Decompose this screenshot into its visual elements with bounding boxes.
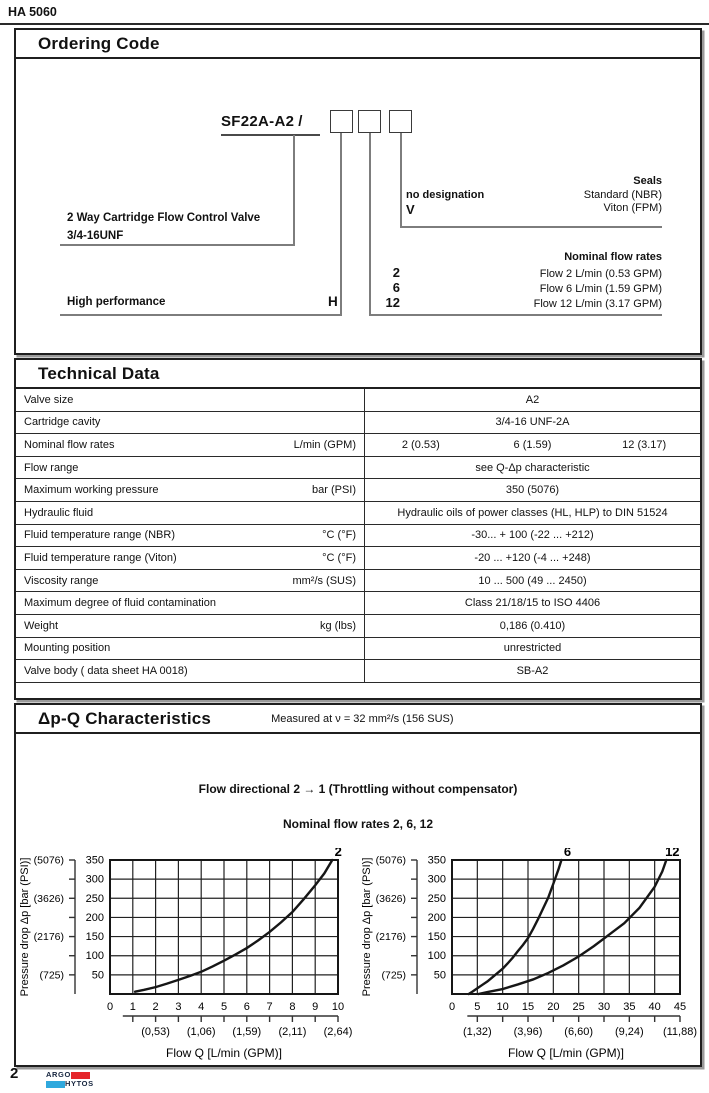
seal-code: V xyxy=(406,202,415,217)
svg-text:(5076): (5076) xyxy=(33,854,64,867)
svg-text:150: 150 xyxy=(427,931,446,944)
svg-text:(1,59): (1,59) xyxy=(232,1026,262,1038)
seals-title-row xyxy=(406,175,662,187)
seals-rule xyxy=(400,226,662,228)
ordering-code-section xyxy=(14,28,702,355)
svg-text:2: 2 xyxy=(152,1001,159,1013)
high-performance-code: H xyxy=(328,294,338,309)
dp-q-chart-flow-6-12 xyxy=(360,848,700,1068)
table-row: Valve size A2 xyxy=(16,389,700,412)
svg-text:150: 150 xyxy=(85,931,104,944)
svg-text:10: 10 xyxy=(331,1001,345,1013)
highperf-rule xyxy=(60,314,342,316)
table-row: Weight kg (lbs) 0,186 (0.410) xyxy=(16,615,700,638)
characteristics-section xyxy=(14,703,702,1067)
table-row: Cartridge cavity 3/4-16 UNF-2A xyxy=(16,412,700,435)
order-box-1 xyxy=(330,110,353,133)
svg-text:Pressure drop Δp [bar (PSI)]: Pressure drop Δp [bar (PSI)] xyxy=(19,857,31,997)
order-box-3 xyxy=(389,110,412,133)
seal-code: no designation xyxy=(406,189,485,201)
svg-text:200: 200 xyxy=(427,911,446,924)
svg-text:35: 35 xyxy=(623,1001,636,1013)
svg-text:0: 0 xyxy=(106,1001,114,1013)
svg-text:4: 4 xyxy=(198,1001,205,1013)
logo-cyan-rect xyxy=(46,1081,65,1088)
argo-hytos-logo xyxy=(46,1071,94,1089)
svg-text:(6,60): (6,60) xyxy=(564,1026,594,1038)
svg-text:(725): (725) xyxy=(39,969,64,982)
svg-text:7: 7 xyxy=(266,1001,273,1013)
svg-text:350: 350 xyxy=(85,854,104,867)
logo-red-rect xyxy=(71,1072,90,1079)
connector-model xyxy=(293,135,295,246)
svg-text:8: 8 xyxy=(289,1001,296,1013)
technical-data-title: Technical Data xyxy=(16,360,700,389)
svg-text:(9,24): (9,24) xyxy=(614,1026,644,1038)
doc-code: HA 5060 xyxy=(8,5,57,19)
flow-rates-title: Nominal flow rates xyxy=(564,251,662,263)
dp-q-chart-flow-2 xyxy=(18,848,358,1068)
svg-text:0: 0 xyxy=(448,1001,456,1013)
table-row: Viscosity range mm²/s (SUS) 10 ... 500 (49 ... 2450) xyxy=(16,570,700,593)
svg-text:9: 9 xyxy=(312,1001,319,1013)
svg-text:Flow Q [L/min (GPM)]: Flow Q [L/min (GPM)] xyxy=(507,1046,625,1060)
logo-text-argo: ARGO xyxy=(46,1070,71,1079)
table-row: Maximum working pressure bar (PSI) 350 (5076) xyxy=(16,479,700,502)
svg-text:15: 15 xyxy=(521,1001,535,1013)
seal-value: Viton (FPM) xyxy=(603,202,662,214)
svg-text:1: 1 xyxy=(129,1001,136,1013)
svg-text:30: 30 xyxy=(597,1001,611,1013)
svg-text:100: 100 xyxy=(85,950,104,963)
table-row: Flow range see Q-Δp characteristic xyxy=(16,457,700,480)
technical-data-section xyxy=(14,358,702,700)
svg-text:(3626): (3626) xyxy=(33,892,64,905)
table-row: Maximum degree of fluid contamination Class 21/18/15 to ISO 4406 xyxy=(16,592,700,615)
ordering-diagram xyxy=(16,59,700,355)
table-row: Hydraulic fluid Hydraulic oils of power classes (HL, HLP) to DIN 51524 xyxy=(16,502,700,525)
table-row: Fluid temperature range (Viton) °C (°F) -20 ... +120 (-4 ... +248) xyxy=(16,547,700,570)
logo-text-hytos: HYTOS xyxy=(65,1079,94,1088)
connector-box1 xyxy=(340,133,342,316)
table-row: Fluid temperature range (NBR) °C (°F) -30... + 100 (-22 ... +212) xyxy=(16,525,700,548)
svg-text:300: 300 xyxy=(85,873,104,886)
flow-direction-subtitle: Flow directional 2 → 1 (Throttling without compensator) xyxy=(198,782,518,796)
model-code: SF22A-A2 / xyxy=(221,113,303,130)
svg-text:40: 40 xyxy=(648,1001,661,1013)
svg-text:50: 50 xyxy=(433,969,446,982)
seal-value: Standard (NBR) xyxy=(583,189,662,201)
technical-table xyxy=(16,389,700,683)
svg-text:(1,32): (1,32) xyxy=(462,1026,492,1038)
order-box-2 xyxy=(358,110,381,133)
nominal-flow-subtitle: Nominal flow rates 2, 6, 12 xyxy=(282,817,434,831)
valve-description: 2 Way Cartridge Flow Control Valve 3/4-16UNF xyxy=(67,212,261,242)
svg-text:6: 6 xyxy=(563,848,572,859)
svg-text:50: 50 xyxy=(91,969,104,982)
flow-title-row xyxy=(376,251,662,263)
svg-text:300: 300 xyxy=(427,873,446,886)
svg-text:45: 45 xyxy=(673,1001,687,1013)
connector-box2 xyxy=(369,133,371,316)
svg-text:6: 6 xyxy=(243,1001,250,1013)
table-row: Nominal flow rates L/min (GPM) 2 (0.53) 6 (1.59) 12 (3.17) xyxy=(16,434,700,457)
svg-text:Pressure drop Δp [bar (PSI)]: Pressure drop Δp [bar (PSI)] xyxy=(361,857,373,997)
ordering-code-title: Ordering Code xyxy=(16,30,700,59)
svg-text:100: 100 xyxy=(427,950,446,963)
svg-text:(725): (725) xyxy=(381,969,406,982)
svg-text:(3626): (3626) xyxy=(375,892,406,905)
svg-text:10: 10 xyxy=(496,1001,509,1013)
svg-text:(2176): (2176) xyxy=(375,931,406,944)
connector-box3 xyxy=(400,133,402,228)
flow-row: 12 Flow 12 L/min (3.17 GPM) xyxy=(385,295,662,310)
svg-text:(2176): (2176) xyxy=(33,931,64,944)
model-slash: / xyxy=(298,113,303,130)
characteristics-body xyxy=(16,734,700,1067)
svg-text:20: 20 xyxy=(547,1001,560,1013)
flow-row: 6 Flow 6 L/min (1.59 GPM) xyxy=(392,280,662,295)
svg-text:(2,64): (2,64) xyxy=(323,1026,353,1038)
seals-title: Seals xyxy=(633,175,662,187)
svg-text:(11,88): (11,88) xyxy=(662,1026,698,1038)
svg-text:(3,96): (3,96) xyxy=(513,1026,543,1038)
svg-text:200: 200 xyxy=(85,911,104,924)
flow-rule xyxy=(369,314,662,316)
svg-text:250: 250 xyxy=(427,892,446,905)
svg-text:(1,06): (1,06) xyxy=(186,1026,216,1038)
svg-text:(5076): (5076) xyxy=(375,854,406,867)
model-underline xyxy=(221,134,320,136)
svg-text:25: 25 xyxy=(572,1001,585,1013)
svg-text:3: 3 xyxy=(175,1001,182,1013)
table-row: Mounting position unrestricted xyxy=(16,638,700,661)
svg-text:350: 350 xyxy=(427,854,446,867)
svg-text:5: 5 xyxy=(474,1001,481,1013)
flow-row: 2 Flow 2 L/min (0.53 GPM) xyxy=(392,265,662,280)
svg-text:Flow Q [L/min (GPM)]: Flow Q [L/min (GPM)] xyxy=(165,1046,283,1060)
table-row: Valve body ( data sheet HA 0018) SB-A2 xyxy=(16,660,700,683)
seals-row xyxy=(406,189,662,201)
svg-text:12: 12 xyxy=(665,848,680,859)
high-performance-label: High performance xyxy=(67,296,166,308)
svg-text:(2,11): (2,11) xyxy=(278,1026,307,1038)
page-number: 2 xyxy=(10,1065,19,1082)
characteristics-title: Δp-Q Characteristics xyxy=(38,708,212,728)
svg-text:5: 5 xyxy=(220,1001,228,1013)
header-rule xyxy=(0,23,709,25)
svg-text:(0,53): (0,53) xyxy=(141,1026,170,1038)
svg-text:250: 250 xyxy=(85,892,104,905)
svg-text:2: 2 xyxy=(334,848,342,859)
measured-at-note: Measured at ν = 32 mm²/s (156 SUS) xyxy=(271,712,454,725)
seals-row xyxy=(406,202,662,217)
